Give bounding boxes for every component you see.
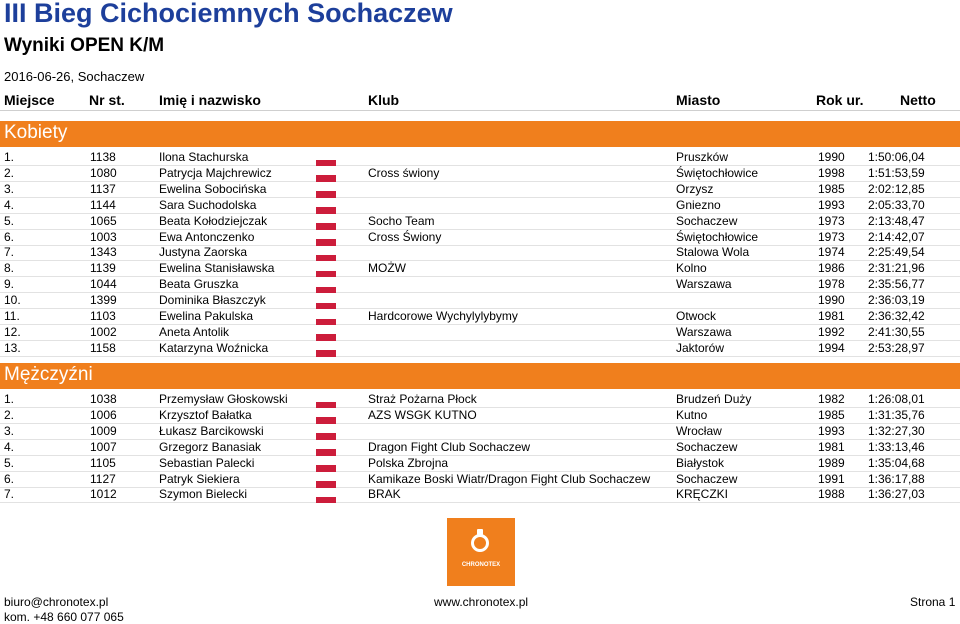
poland-flag-icon (316, 328, 336, 341)
cell-name: Sebastian Palecki (159, 455, 255, 470)
table-row (0, 456, 960, 472)
poland-flag-icon (316, 490, 336, 503)
cell-city: Brudzeń Duży (676, 392, 752, 406)
cell-time: 1:31:35,76 (868, 407, 925, 422)
poland-flag-icon (316, 459, 336, 472)
cell-year: 1973 (818, 213, 845, 228)
cell-city: Świętochłowice (676, 229, 759, 244)
cell-year: 1988 (818, 487, 845, 502)
table-row (0, 341, 960, 357)
cell-name: Patryk Siekiera (159, 471, 240, 486)
cell-time: 2:35:56,77 (868, 277, 925, 292)
cell-place: 12. (4, 324, 21, 339)
cell-bib: 1065 (90, 213, 117, 228)
cell-time: 2:41:30,55 (868, 324, 925, 339)
table-row (0, 472, 960, 488)
table-row (0, 261, 960, 277)
cell-time: 2:14:42,07 (868, 229, 925, 244)
poland-flag-icon (316, 344, 336, 357)
cell-year: 1993 (818, 423, 845, 438)
cell-name: Szymon Bielecki (159, 487, 248, 502)
cell-bib: 1009 (90, 423, 117, 438)
column-header-club: Klub (368, 92, 400, 108)
cell-place: 5. (4, 455, 15, 470)
table-row (0, 182, 960, 198)
cell-club: Polska Zbrojna (368, 455, 449, 470)
cell-bib: 1343 (90, 245, 117, 260)
cell-bib: 1158 (90, 340, 116, 355)
cell-time: 1:33:13,46 (868, 439, 925, 454)
table-row (0, 309, 960, 325)
table-row (0, 487, 960, 503)
cell-place: 11. (4, 309, 20, 323)
poland-flag-icon (316, 185, 336, 198)
cell-name: Patrycja Majchrewicz (159, 165, 272, 180)
cell-place: 3. (4, 181, 15, 196)
table-header (0, 92, 960, 111)
cell-place: 2. (4, 407, 15, 422)
cell-place: 3. (4, 423, 15, 438)
cell-bib: 1006 (90, 407, 117, 422)
cell-city: Otwock (676, 309, 717, 323)
cell-bib: 1002 (90, 324, 117, 339)
cell-time: 2:25:49,54 (868, 245, 925, 260)
poland-flag-icon (316, 280, 336, 293)
cell-time: 1:26:08,01 (868, 392, 925, 406)
cell-time: 2:36:03,19 (868, 293, 925, 308)
cell-year: 1973 (818, 229, 845, 244)
cell-bib: 1144 (90, 197, 116, 212)
cell-place: 2. (4, 165, 15, 180)
cell-name: Justyna Zaorska (159, 245, 248, 260)
table-row (0, 408, 960, 424)
cell-name: Beata Kołodziejczak (159, 213, 268, 228)
cell-bib: 1399 (90, 293, 117, 308)
cell-year: 1981 (818, 439, 845, 454)
cell-name: Łukasz Barcikowski (159, 423, 264, 438)
poland-flag-icon (316, 312, 336, 325)
table-row (0, 214, 960, 230)
cell-year: 1978 (818, 277, 845, 292)
cell-year: 1993 (818, 197, 845, 212)
cell-city: KRĘCZKI (676, 487, 729, 502)
cell-name: Katarzyna Woźnicka (159, 340, 269, 355)
cell-place: 7. (4, 245, 15, 260)
cell-name: Grzegorz Banasiak (159, 439, 262, 454)
table-row (0, 198, 960, 214)
poland-flag-icon (316, 233, 336, 246)
poland-flag-icon (316, 395, 336, 408)
cell-year: 1974 (818, 245, 845, 260)
column-header-year: Rok ur. (816, 92, 864, 108)
cell-bib: 1038 (90, 392, 117, 406)
cell-year: 1992 (818, 324, 845, 339)
poland-flag-icon (316, 153, 336, 166)
cell-place: 9. (4, 277, 15, 292)
table-row (0, 440, 960, 456)
cell-club: Straż Pożarna Płock (368, 392, 477, 406)
cell-city: Warszawa (676, 277, 732, 292)
cell-bib: 1127 (90, 471, 116, 486)
cell-year: 1990 (818, 293, 845, 308)
cell-place: 1. (4, 150, 15, 164)
cell-club: Hardcorowe Wychylylybymy (368, 309, 518, 323)
footer-website: www.chronotex.pl (434, 595, 529, 609)
cell-time: 1:36:27,03 (868, 487, 925, 502)
cell-bib: 1105 (90, 455, 116, 470)
table-row (0, 392, 960, 408)
poland-flag-icon (316, 264, 336, 277)
table-row (0, 245, 960, 261)
cell-club: Socho Team (368, 213, 435, 228)
cell-city: Świętochłowice (676, 165, 759, 180)
cell-year: 1994 (818, 340, 845, 355)
footer-page-number: Strona 1 (910, 595, 956, 609)
cell-name: Ewelina Pakulska (159, 309, 254, 323)
cell-place: 4. (4, 197, 15, 212)
table-row (0, 325, 960, 341)
poland-flag-icon (316, 217, 336, 230)
poland-flag-icon (316, 475, 336, 488)
column-header-net: Netto (900, 92, 936, 108)
cell-name: Beata Gruszka (159, 277, 239, 292)
section-title: Mężczyźni (4, 364, 93, 385)
cell-city: Wrocław (676, 423, 722, 438)
cell-year: 1989 (818, 455, 845, 470)
page-title: III Bieg Cichociemnych Sochaczew (4, 0, 453, 28)
cell-time: 2:36:32,42 (868, 309, 925, 323)
table-row (0, 293, 960, 309)
table-row (0, 277, 960, 293)
cell-place: 6. (4, 471, 15, 486)
cell-bib: 1044 (90, 277, 117, 292)
cell-name: Krzysztof Bałatka (159, 407, 252, 422)
cell-club: Kamikaze Boski Wiatr/Dragon Fight Club Sochaczew (368, 471, 651, 486)
column-header-name: Imię i nazwisko (159, 92, 261, 108)
cell-city: Gniezno (676, 197, 721, 212)
poland-flag-icon (316, 201, 336, 214)
cell-year: 1982 (818, 392, 845, 406)
poland-flag-icon (316, 248, 336, 261)
cell-time: 2:02:12,85 (868, 181, 925, 196)
cell-time: 2:53:28,97 (868, 340, 925, 355)
table-row (0, 150, 960, 166)
cell-time: 2:05:33,70 (868, 197, 925, 212)
cell-city: Warszawa (676, 324, 732, 339)
cell-place: 6. (4, 229, 15, 244)
poland-flag-icon (316, 169, 336, 182)
poland-flag-icon (316, 296, 336, 309)
cell-bib: 1138 (90, 150, 116, 164)
cell-bib: 1003 (90, 229, 117, 244)
cell-time: 1:51:53,59 (868, 165, 925, 180)
cell-name: Aneta Antolik (159, 324, 230, 339)
cell-time: 2:13:48,47 (868, 213, 925, 228)
cell-place: 4. (4, 439, 15, 454)
cell-club: Cross Świony (368, 229, 442, 244)
cell-time: 1:32:27,30 (868, 423, 925, 438)
section-header (0, 121, 960, 147)
section-header (0, 363, 960, 389)
date-location: 2016-06-26, Sochaczew (4, 69, 145, 84)
cell-bib: 1139 (90, 261, 116, 276)
cell-year: 1986 (818, 261, 845, 276)
cell-year: 1985 (818, 181, 845, 196)
cell-place: 8. (4, 261, 15, 276)
cell-bib: 1012 (90, 487, 117, 502)
chronotex-logo (447, 518, 515, 586)
cell-city: Stalowa Wola (676, 245, 750, 260)
poland-flag-icon (316, 443, 336, 456)
cell-place: 1. (4, 392, 15, 406)
page-subtitle: Wyniki OPEN K/M (4, 35, 165, 56)
cell-name: Ewa Antonczenko (159, 229, 255, 244)
cell-club: BRAK (368, 487, 401, 502)
cell-year: 1985 (818, 407, 845, 422)
cell-club: Cross świony (368, 165, 440, 180)
table-row (0, 424, 960, 440)
logo-text: CHRONOTEX (461, 562, 501, 568)
cell-city: Sochaczew (676, 213, 738, 228)
cell-name: Ewelina Stanisławska (159, 261, 275, 276)
stopwatch-icon (471, 534, 489, 552)
cell-city: Orzysz (676, 181, 714, 196)
cell-place: 7. (4, 487, 15, 502)
cell-club: Dragon Fight Club Sochaczew (368, 439, 531, 454)
cell-name: Ewelina Sobocińska (159, 181, 267, 196)
poland-flag-icon (316, 411, 336, 424)
table-row (0, 230, 960, 246)
column-header-city: Miasto (676, 92, 721, 108)
cell-city: Sochaczew (676, 439, 738, 454)
cell-bib: 1080 (90, 165, 117, 180)
footer-email: biuro@chronotex.pl (4, 595, 109, 609)
cell-year: 1990 (818, 150, 845, 164)
cell-time: 1:36:17,88 (868, 471, 925, 486)
column-header-place: Miejsce (4, 92, 55, 108)
cell-city: Białystok (676, 455, 725, 470)
cell-name: Ilona Stachurska (159, 150, 249, 164)
cell-bib: 1007 (90, 439, 117, 454)
cell-bib: 1137 (90, 181, 116, 196)
poland-flag-icon (316, 427, 336, 440)
cell-place: 13. (4, 340, 21, 355)
cell-name: Dominika Błaszczyk (159, 293, 266, 308)
cell-city: Jaktorów (676, 340, 725, 355)
footer-phone: kom. +48 660 077 065 (4, 610, 124, 624)
cell-year: 1991 (818, 471, 845, 486)
cell-city: Sochaczew (676, 471, 738, 486)
cell-city: Pruszków (676, 150, 729, 164)
cell-club: AZS WSGK KUTNO (368, 407, 477, 422)
section-title: Kobiety (4, 122, 68, 143)
cell-place: 5. (4, 213, 15, 228)
cell-year: 1998 (818, 165, 845, 180)
table-row (0, 166, 960, 182)
cell-club: MOŻW (368, 261, 406, 276)
cell-name: Przemysław Głoskowski (159, 392, 288, 406)
cell-time: 2:31:21,96 (868, 261, 925, 276)
cell-name: Sara Suchodolska (159, 197, 257, 212)
cell-year: 1981 (818, 309, 845, 323)
cell-city: Kutno (676, 407, 708, 422)
cell-bib: 1103 (90, 309, 116, 323)
cell-time: 1:50:06,04 (868, 150, 925, 164)
cell-place: 10. (4, 293, 21, 308)
column-header-bib: Nr st. (89, 92, 125, 108)
cell-time: 1:35:04,68 (868, 455, 925, 470)
cell-city: Kolno (676, 261, 707, 276)
